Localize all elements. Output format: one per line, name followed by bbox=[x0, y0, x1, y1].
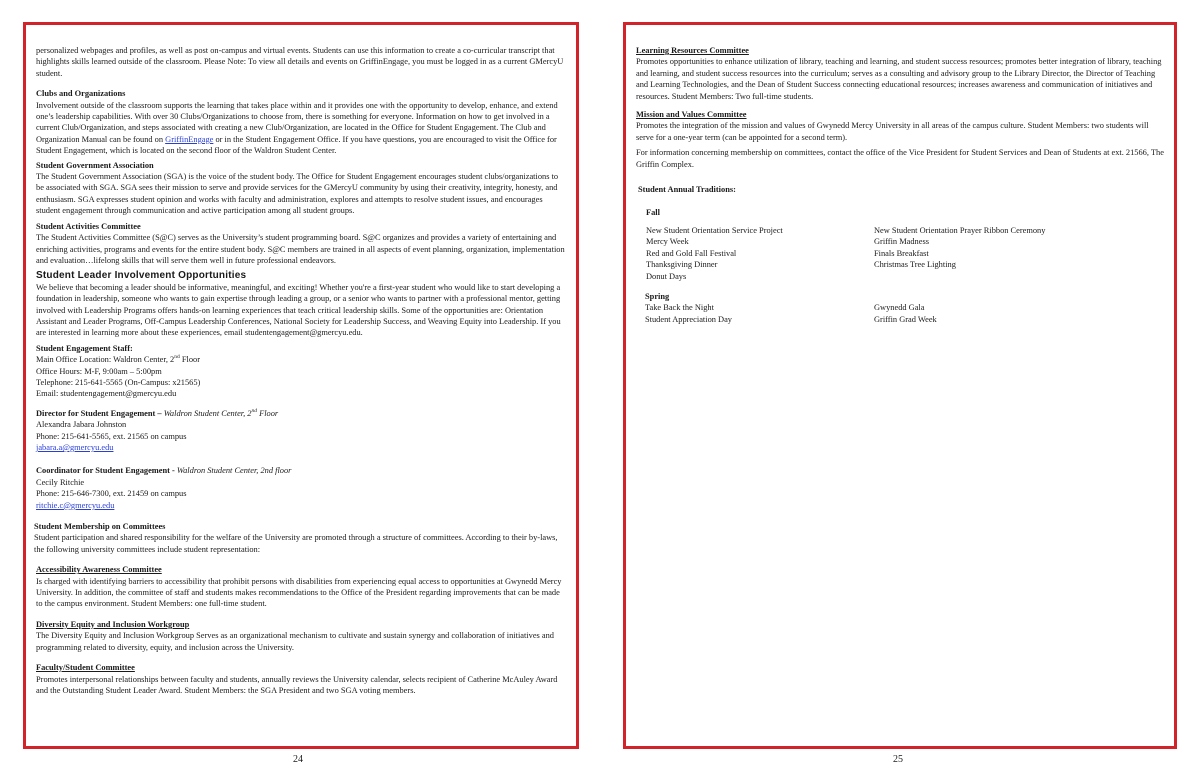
traditions-heading: Student Annual Traditions: bbox=[638, 185, 736, 195]
learning-heading: Learning Resources Committee bbox=[636, 46, 749, 55]
info-paragraph: For information concerning membership on committees, contact the office of the Vice President for Student Services and Dean of Students at ext. 21566, The Griffin Complex. bbox=[636, 148, 1164, 169]
sga-heading: Student Government Association bbox=[36, 160, 154, 170]
leader-heading: Student Leader Involvement Opportunities bbox=[36, 270, 247, 282]
list-item: Student Appreciation Day bbox=[645, 314, 732, 324]
list-item: Finals Breakfast bbox=[874, 248, 929, 258]
spring-heading: Spring bbox=[645, 291, 670, 301]
list-item: New Student Orientation Service Project bbox=[646, 225, 783, 235]
spring-columns bbox=[645, 302, 1166, 325]
accessibility-heading: Accessibility Awareness Committee bbox=[36, 565, 162, 575]
leader-paragraph: We believe that becoming a leader should be informative, meaningful, and exciting! Whether you're a first-year student who would like to start developing a foundation in leadership, someone who wants to gain expertise through leading a group, or a senior who wants to partner with a professional mentor, getting involved with Leadership Programs offers hands-on learning experiences that teach critical leadership skills. Some of the opportunities are: Orientation Assistant and Leader Programs, Off-Campus Leadership Conferences, National Society for Leadership Success, and Weaving Equity into Leadership. If you are interested in learning more about these experiences, email studentengagement@gmercyu.edu. bbox=[36, 282, 561, 338]
sac-paragraph: The Student Activities Committee (S@C) serves as the University’s student programming board. S@C organizes and provides a variety of entertaining and enriching activities, programs and events for the entire student body. S@C members are trained in all aspects of event planning, organization, implementation and evaluation…lifelong skills that will serve them well in future professional endeavors. bbox=[36, 233, 565, 265]
fall-heading: Fall bbox=[646, 208, 660, 218]
spring-col-1 bbox=[645, 302, 873, 325]
staff-location-sup: nd bbox=[174, 354, 180, 361]
intro-paragraph: personalized webpages and profiles, as well as post on-campus and virtual events. Students can use this information to create a co-curricular transcript that highlights skills learned outside of the classroom. Please Note: To view all details and events on GriffinEngage, you must be logged in as a current GMercyU student. bbox=[36, 46, 564, 78]
spring-col-2 bbox=[874, 302, 1102, 325]
membership-heading: Student Membership on Committees bbox=[34, 522, 166, 532]
page-number-right: 25 bbox=[893, 754, 903, 765]
sac-heading: Student Activities Committee bbox=[36, 221, 141, 231]
coordinator-heading bbox=[36, 465, 568, 476]
coordinator-location: Waldron Student Center, 2nd floor bbox=[174, 466, 292, 476]
list-item: Donut Days bbox=[646, 271, 687, 281]
membership-paragraph: Student participation and shared responsibility for the welfare of the University are promoted through a structure of committees. According to their by-laws, the following university committees include student representation: bbox=[34, 533, 558, 554]
clubs-heading: Clubs and Organizations bbox=[36, 89, 126, 99]
right-page bbox=[623, 22, 1177, 749]
list-item: New Student Orientation Prayer Ribbon Ceremony bbox=[874, 225, 1046, 235]
fall-col-1 bbox=[646, 225, 874, 282]
list-item: Griffin Grad Week bbox=[874, 314, 937, 324]
list-item: Mercy Week bbox=[646, 237, 689, 247]
diversity-heading: Diversity Equity and Inclusion Workgroup bbox=[36, 619, 190, 629]
list-item: Take Back the Night bbox=[645, 303, 714, 313]
coordinator-email-link[interactable]: ritchie.c@gmercyu.edu bbox=[36, 500, 115, 510]
director-location-sup: nd bbox=[251, 407, 257, 414]
page-number-left: 24 bbox=[293, 754, 303, 765]
director-heading bbox=[36, 408, 568, 419]
accessibility-paragraph: Is charged with identifying barriers to accessibility that prohibit persons with disabilities from experiencing equal access to opportunities at Gwynedd Mercy University. In addition, the committee of staff and students makes recommendations to the Office of the President regarding improvements that can be made to the campus environment. Student Members: one full-time student. bbox=[36, 576, 562, 609]
coordinator-phone: Phone: 215-646-7300, ext. 21459 on campus bbox=[36, 489, 187, 499]
list-item: Red and Gold Fall Festival bbox=[646, 248, 737, 258]
clubs-text-a: Involvement outside of the classroom supports the learning that takes place within and it provides one with the opportunity to develop, enhance, and extend one’s leadership capabilities. With over 30 Clubs/Organizations to choose from, there is something for everyone. Information on how to get involved in a current Club/Organization, and steps associated with creating a new Club/Organization, are located in the Office for Student Engagement. The Club and Organization Manual can be found on bbox=[36, 100, 558, 144]
mission-paragraph: Promotes the integration of the mission and values of Gwynedd Mercy University in all areas of the campus culture. Student Members: two students will serve for a one-year term (can be appointed for a second term). bbox=[636, 121, 1149, 142]
staff-hours: Office Hours: M-F, 9:00am – 5:00pm bbox=[36, 366, 162, 376]
staff-heading: Student Engagement Staff: bbox=[36, 343, 133, 353]
staff-location-floor: Floor bbox=[179, 355, 200, 365]
staff-location-text: Main Office Location: Waldron Center, 2 bbox=[36, 355, 175, 365]
list-item: Thanksgiving Dinner bbox=[646, 260, 718, 270]
sga-paragraph: The Student Government Association (SGA) is the voice of the student body. The Office for Student Engagement encourages student clubs/organizations to be associated with SGA. SGA sees their mission to serve and provide services for the GMercyU community by using their creativity, integrity, honesty, and enthusiasm. SGA expresses student opinion and works with faculty and administration, explores and attempts to resolve student issues, and encourages student engagement through communication and active participation among all student groups. bbox=[36, 172, 559, 216]
clubs-paragraph bbox=[36, 100, 568, 157]
coordinator-name: Cecily Ritchie bbox=[36, 477, 85, 487]
faculty-paragraph: Promotes interpersonal relationships between faculty and students, annually reviews the University calendar, selects recipient of Catherine McAuley Award and the Outstanding Student Leader Award. Student Members: the SGA President and two SGA voting members. bbox=[36, 674, 558, 695]
diversity-paragraph: The Diversity Equity and Inclusion Workgroup Serves as an organizational mechanism to cultivate and sustain synergy and collaboration of initiatives and programming related to diversity, equity, and inclusion across the University. bbox=[36, 631, 554, 652]
coordinator-title: Coordinator for Student Engagement - bbox=[36, 466, 175, 476]
griffinengage-link[interactable]: GriffinEngage bbox=[165, 134, 214, 144]
staff-telephone: Telephone: 215-641-5565 (On-Campus: x21565) bbox=[36, 377, 201, 387]
list-item: Griffin Madness bbox=[874, 237, 929, 247]
list-item: Christmas Tree Lighting bbox=[874, 260, 956, 270]
staff-location bbox=[36, 354, 568, 365]
staff-email: Email: studentengagement@gmercyu.edu bbox=[36, 389, 177, 399]
mission-heading: Mission and Values Committee bbox=[636, 110, 747, 120]
director-phone: Phone: 215-641-5565, ext. 21565 on campus bbox=[36, 431, 187, 441]
faculty-heading: Faculty/Student Committee bbox=[36, 663, 135, 673]
director-location: Waldron Student Center, 2 bbox=[161, 408, 252, 418]
list-item: Gwynedd Gala bbox=[874, 303, 925, 313]
learning-paragraph: Promotes opportunities to enhance utilization of library, teaching and learning, and student success resources; promotes better integration of library, teaching and learning, and student success resources into the curriculum; serves as a consulting and advisory group to the Library Director, the Director of Teaching and Learning Technologies, and the Dean of Student Success connecting educational resources; increases awareness and communication of initiatives and resources. Student Members: Two full-time students. bbox=[636, 57, 1162, 101]
clubs-text-b: or in the Student Engagement Office. If you have questions, you are encouraged to visit the Office for Student Engagement, which is located on the second floor of the Waldron Student Center. bbox=[36, 134, 557, 156]
left-page bbox=[23, 22, 579, 749]
director-title: Director for Student Engagement – bbox=[36, 408, 162, 418]
director-location-floor: Floor bbox=[257, 408, 279, 418]
fall-col-2 bbox=[874, 225, 1102, 282]
director-name: Alexandra Jabara Johnston bbox=[36, 420, 127, 430]
fall-columns bbox=[646, 225, 1166, 282]
director-email-link[interactable]: jabara.a@gmercyu.edu bbox=[36, 443, 114, 452]
